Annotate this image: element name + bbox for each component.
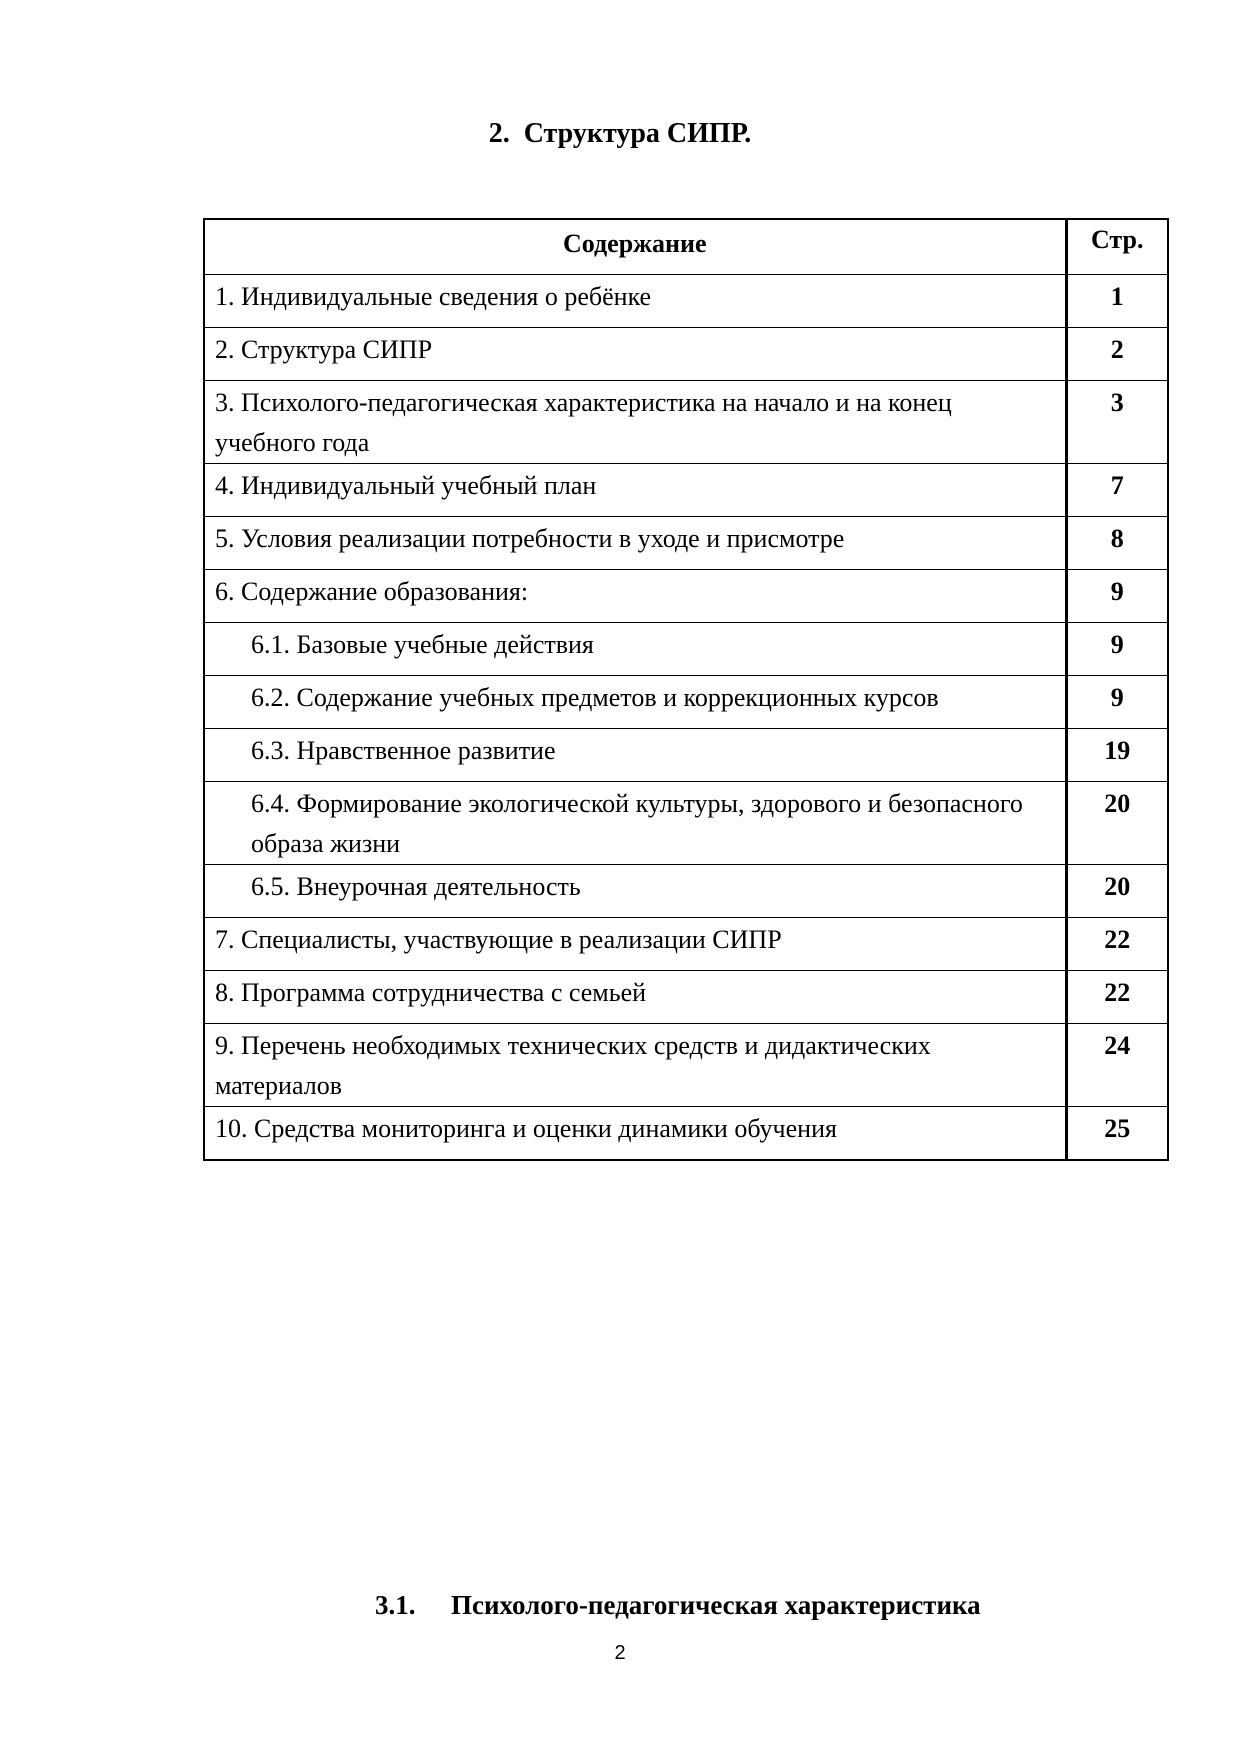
page-title: 2. Структура СИПР. [488,118,752,149]
toc-row [204,1024,1168,1107]
toc-entry-title: 4. Индивидуальный учебный план [204,464,1066,517]
toc-entry-title: 8. Программа сотрудничества с семьей [204,971,1066,1024]
toc-entry-title: 6.5. Внеурочная деятельность [204,865,1066,918]
toc-row [204,782,1168,865]
toc-entry-page: 3 [1066,381,1168,464]
toc-entry-page: 20 [1066,782,1168,865]
toc-row [204,570,1168,623]
toc-entry-title: 3. Психолого-педагогическая характеристика на начало и на конец учебного года [204,381,1066,464]
toc-row [204,729,1168,782]
toc-header-page: Стр. [1066,219,1168,275]
page-number: 2 [614,1642,626,1664]
toc-entry-title: 6.4. Формирование экологической культуры, здорового и безопасного образа жизни [204,782,1066,865]
toc-row [204,464,1168,517]
toc-row [204,1107,1168,1161]
toc-header-row [204,219,1168,275]
toc-entry-title: 9. Перечень необходимых технических средств и дидактических материалов [204,1024,1066,1107]
toc-entry-page: 7 [1066,464,1168,517]
toc-entry-title: 6. Содержание образования: [204,570,1066,623]
toc-entry-title: 7. Специалисты, участвующие в реализации СИПР [204,918,1066,971]
toc-entry-page: 20 [1066,865,1168,918]
toc-row [204,676,1168,729]
next-section-title: Психолого-педагогическая характеристика [451,1590,981,1620]
toc-row [204,381,1168,464]
toc-entry-title: 6.1. Базовые учебные действия [204,623,1066,676]
toc-entry-title: 10. Средства мониторинга и оценки динамики обучения [204,1107,1066,1161]
next-section-heading [375,1590,981,1621]
toc-row [204,918,1168,971]
toc-entry-page: 8 [1066,517,1168,570]
toc-entry-page: 9 [1066,676,1168,729]
toc-row [204,623,1168,676]
toc-entry-page: 22 [1066,971,1168,1024]
toc-entry-page: 9 [1066,570,1168,623]
toc-row [204,971,1168,1024]
toc-entry-page: 19 [1066,729,1168,782]
toc-header-content: Содержание [204,219,1066,275]
toc-row [204,328,1168,381]
toc-entry-page: 1 [1066,275,1168,328]
toc-entry-title: 6.3. Нравственное развитие [204,729,1066,782]
toc-entry-title: 6.2. Содержание учебных предметов и коррекционных курсов [204,676,1066,729]
toc-entry-title: 2. Структура СИПР [204,328,1066,381]
toc-row [204,865,1168,918]
toc-entry-title: 5. Условия реализации потребности в уходе и присмотре [204,517,1066,570]
toc-entry-page: 9 [1066,623,1168,676]
toc-row [204,517,1168,570]
table-of-contents [203,218,1169,1161]
toc-row [204,275,1168,328]
next-section-number: 3.1. [375,1590,416,1620]
toc-entry-page: 22 [1066,918,1168,971]
toc-entry-page: 2 [1066,328,1168,381]
toc-entry-title: 1. Индивидуальные сведения о ребёнке [204,275,1066,328]
toc-entry-page: 24 [1066,1024,1168,1107]
toc-entry-page: 25 [1066,1107,1168,1161]
